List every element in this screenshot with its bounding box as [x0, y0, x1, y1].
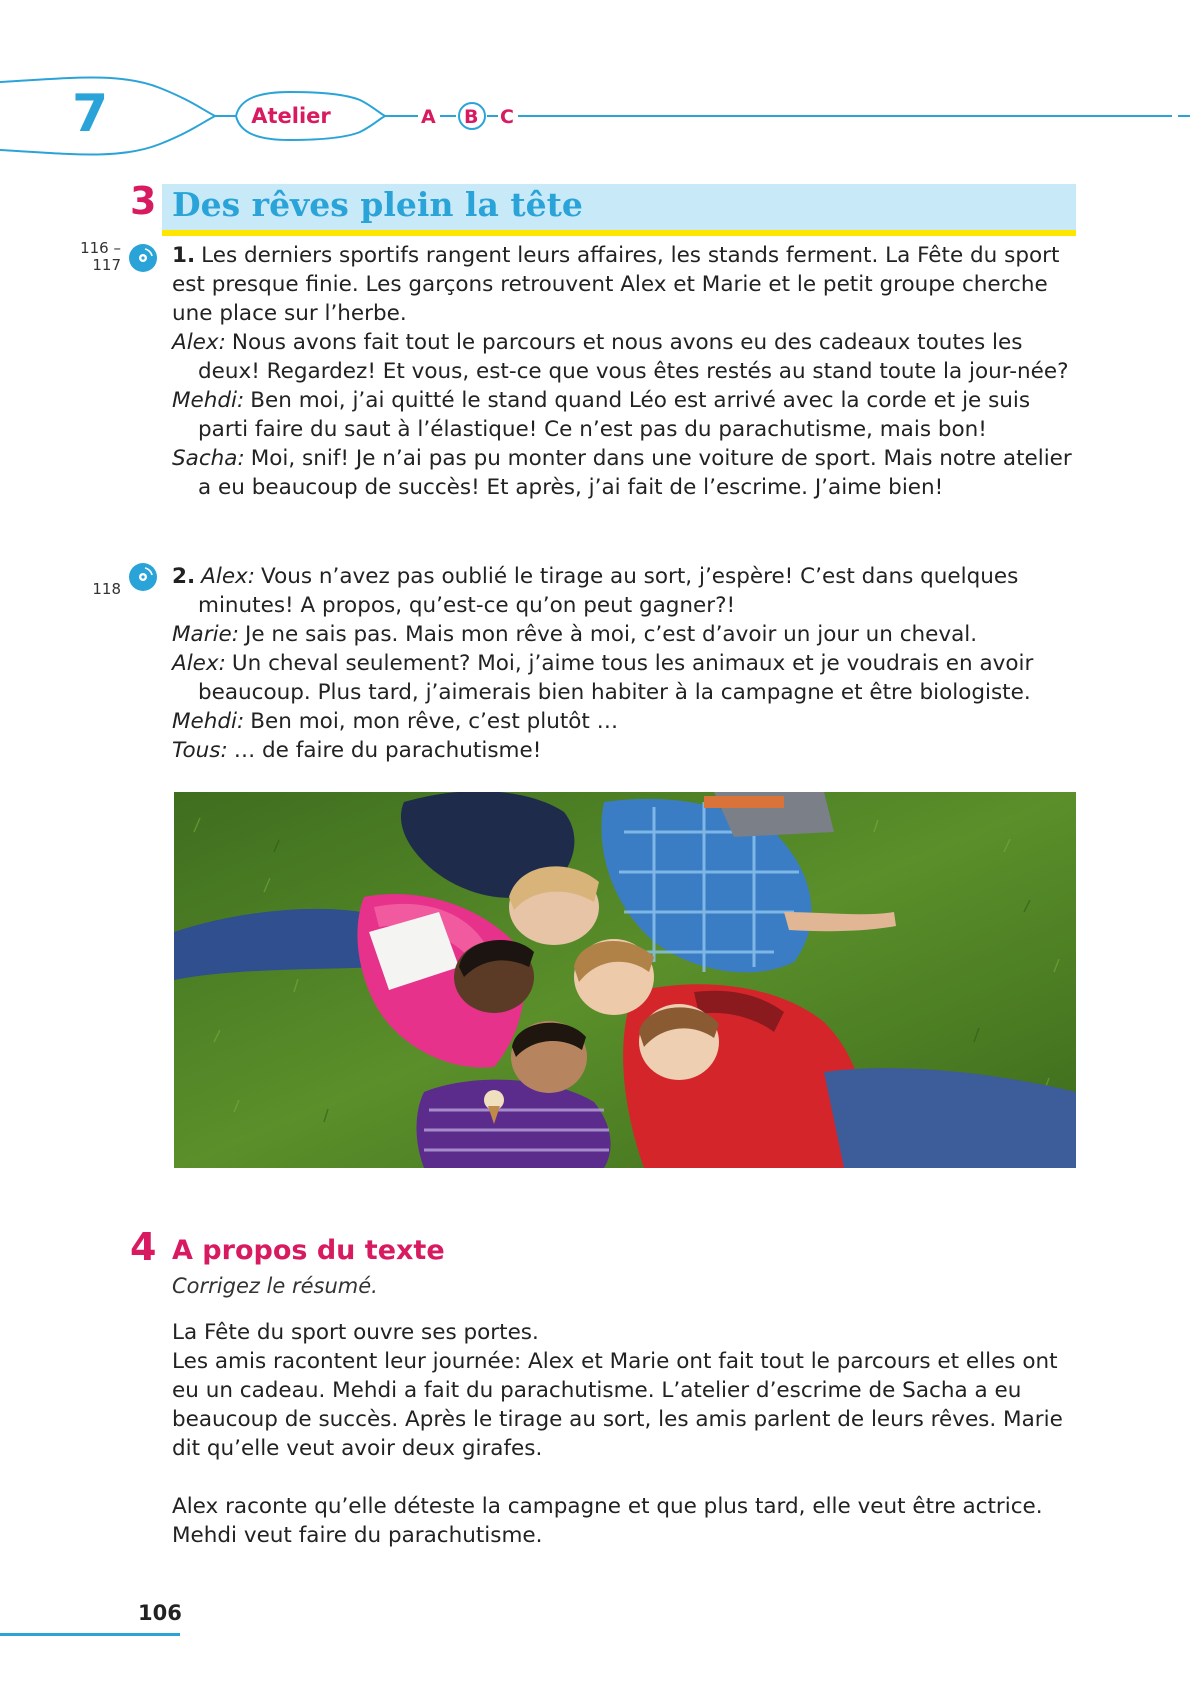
section-title: Des rêves plein la tête	[172, 185, 583, 224]
atelier-label: Atelier	[251, 104, 331, 128]
speaker-name: Mehdi:	[172, 709, 245, 734]
step-a: A	[421, 106, 436, 128]
audio-track-number: 116 – 117	[80, 239, 121, 275]
summary-paragraph: La Fête du sport ouvre ses portes.	[172, 1320, 539, 1345]
speaker-name: Tous:	[172, 738, 228, 763]
photo-children-on-grass	[174, 792, 1076, 1168]
summary-text	[172, 1318, 1082, 1550]
summary-paragraph: Les amis racontent leur journée: Alex et Marie ont fait tout le parcours et elles ont eu un cadeau. Mehdi a fait du parachutisme. L’atelier d’escrime de Sacha a eu beaucoup de succès. Après le tirage au sort, les amis parlent de leurs rêves. Marie dit qu’elle veut avoir deux girafes.	[172, 1349, 1063, 1461]
dialogue-part-1	[172, 241, 1082, 502]
section-number: 4	[130, 1225, 157, 1269]
intro-paragraph: 1. Les derniers sportifs rangent leurs affaires, les stands ferment. La Fête du sport est presque finie. Les garçons retrouvent Alex et Marie et le petit groupe cherche une place sur l’herbe.	[172, 243, 1060, 326]
chapter-number: 7	[72, 84, 109, 144]
part-number: 1.	[172, 243, 196, 268]
chapter-header-ornament	[0, 70, 1190, 165]
speaker-name: Alex:	[172, 651, 226, 676]
dialogue-line: Tous: … de faire du parachutisme!	[172, 738, 542, 763]
speaker-name: Alex:	[201, 564, 256, 589]
speaker-name: Alex:	[172, 330, 226, 355]
page-number: 106	[138, 1601, 182, 1625]
cd-icon[interactable]	[128, 562, 158, 592]
exercise-instruction: Corrigez le résumé.	[172, 1274, 378, 1298]
part-number: 2.	[172, 564, 196, 589]
dialogue-line: Alex: Un cheval seulement? Moi, j’aime tous les animaux et je voudrais en avoir beaucoup. Plus tard, j’aimerais bien habiter à la campagne et être biologiste.	[172, 651, 1034, 705]
section-title: A propos du texte	[172, 1235, 445, 1266]
dialogue-line: Sacha: Moi, snif! Je n’ai pas pu monter dans une voiture de sport. Mais notre atelier a eu beaucoup de succès! Et après, j’ai fait de l’escrime. J’aime bien!	[172, 446, 1072, 500]
dialogue-line: Marie: Je ne sais pas. Mais mon rêve à moi, c’est d’avoir un jour un cheval.	[172, 622, 978, 647]
speaker-name: Mehdi:	[172, 388, 245, 413]
summary-paragraph: Alex raconte qu’elle déteste la campagne et que plus tard, elle veut être actrice. Mehdi veut faire du parachutisme.	[172, 1494, 1043, 1548]
speaker-name: Marie:	[172, 622, 240, 647]
dialogue-line: Alex: Nous avons fait tout le parcours et nous avons eu des cadeaux toutes les deux! Regardez! Et vous, est-ce que vous êtes restés au stand toute la jour-née?	[172, 330, 1069, 384]
audio-track-number: 118	[92, 580, 121, 598]
speaker-name: Sacha:	[172, 446, 245, 471]
step-c: C	[500, 106, 514, 128]
footer-rule	[0, 1633, 180, 1636]
dialogue-line: 2. Alex: Vous n’avez pas oublié le tirage au sort, j’espère! C’est dans quelques minutes! A propos, qu’est-ce qu’on peut gagner?!	[172, 564, 1019, 618]
cd-icon[interactable]	[128, 243, 158, 273]
dialogue-line: Mehdi: Ben moi, mon rêve, c’est plutôt …	[172, 709, 619, 734]
step-b-active: B	[464, 106, 479, 128]
section-number: 3	[130, 179, 157, 223]
dialogue-part-2	[172, 562, 1082, 765]
dialogue-line: Mehdi: Ben moi, j’ai quitté le stand quand Léo est arrivé avec la corde et je suis parti faire du saut à l’élastique! Ce n’est pas du parachutisme, mais bon!	[172, 388, 1031, 442]
